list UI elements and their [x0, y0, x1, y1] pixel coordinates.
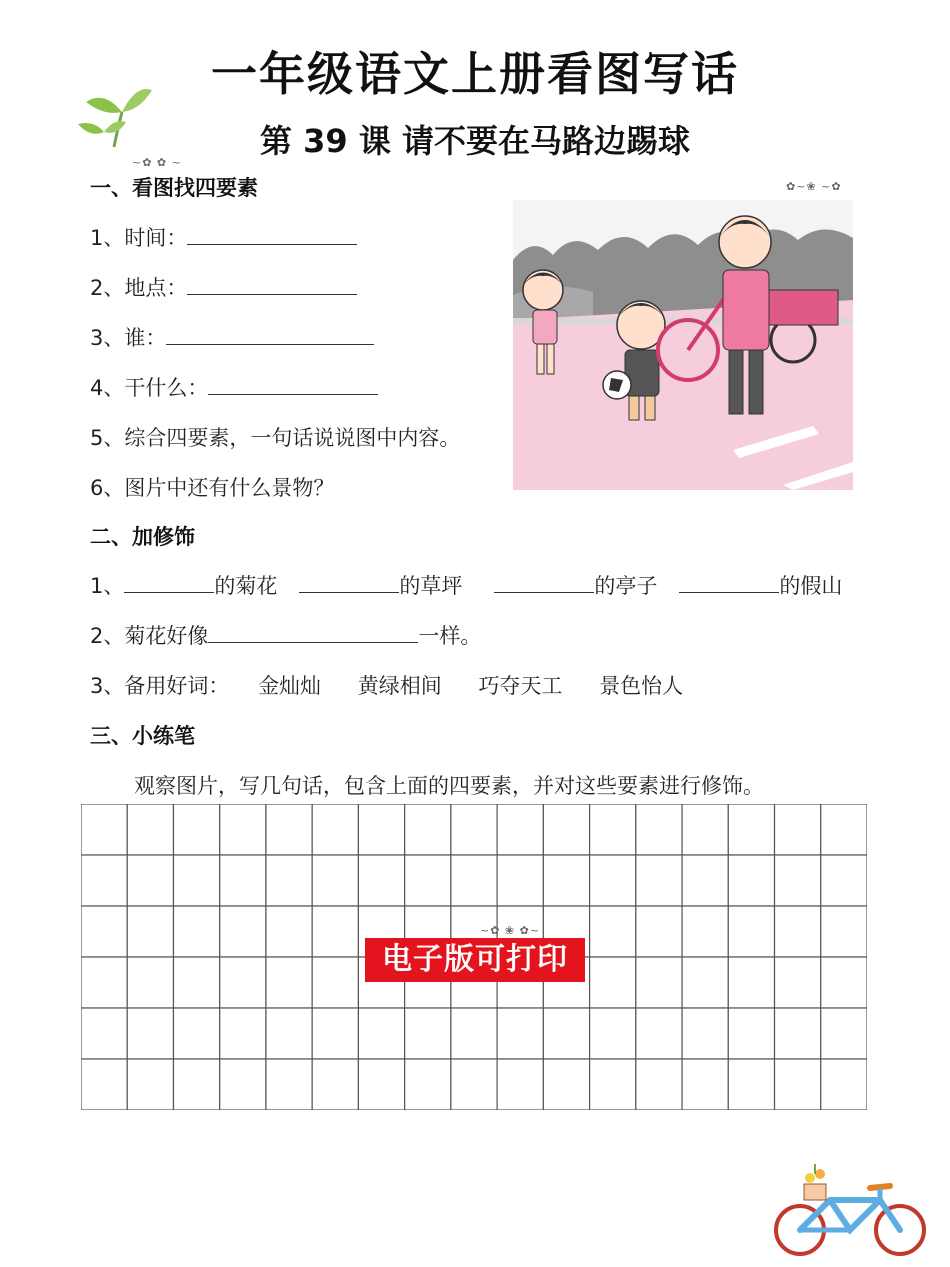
grid-cell[interactable] [821, 855, 867, 906]
grid-cell[interactable] [775, 1008, 821, 1059]
section-3-heading: 三、小练笔 [90, 724, 195, 748]
grid-cell[interactable] [821, 804, 867, 855]
answer-blank[interactable] [187, 275, 357, 295]
grid-cell[interactable] [266, 804, 312, 855]
grid-cell[interactable] [590, 1059, 636, 1110]
grid-cell[interactable] [173, 1059, 219, 1110]
grid-cell[interactable] [775, 957, 821, 1008]
grid-cell[interactable] [497, 1059, 543, 1110]
grid-cell[interactable] [728, 906, 774, 957]
word-bank-item: 巧夺天工 [478, 674, 563, 698]
grid-cell[interactable] [590, 957, 636, 1008]
line-suffix: 一样。 [418, 624, 482, 648]
grid-cell[interactable] [682, 957, 728, 1008]
grid-cell[interactable] [497, 855, 543, 906]
grid-cell[interactable] [127, 804, 173, 855]
doodle-decoration: ✿~❀ ~✿ [786, 180, 842, 193]
answer-blank[interactable] [494, 573, 594, 593]
grid-cell[interactable] [127, 1059, 173, 1110]
grid-cell[interactable] [312, 1059, 358, 1110]
grid-cell[interactable] [451, 1008, 497, 1059]
grid-cell[interactable] [81, 804, 127, 855]
grid-cell[interactable] [266, 855, 312, 906]
grid-cell[interactable] [81, 855, 127, 906]
grid-cell[interactable] [728, 1059, 774, 1110]
grid-cell[interactable] [81, 957, 127, 1008]
grid-cell[interactable] [775, 906, 821, 957]
grid-cell[interactable] [451, 855, 497, 906]
question-time [90, 222, 357, 252]
grid-cell[interactable] [451, 804, 497, 855]
grid-cell[interactable] [405, 1008, 451, 1059]
grid-cell[interactable] [312, 1008, 358, 1059]
section-1-heading: 一、看图找四要素 [90, 176, 258, 200]
answer-blank[interactable] [299, 573, 399, 593]
grid-cell[interactable] [358, 1008, 404, 1059]
grid-cell[interactable] [821, 1008, 867, 1059]
lesson-subtitle: 第 39 课 请不要在马路边踢球 [260, 122, 690, 160]
grid-cell[interactable] [682, 804, 728, 855]
grid-cell[interactable] [543, 1008, 589, 1059]
worksheet-title: 一年级语文上册看图写话 [211, 47, 739, 101]
grid-cell[interactable] [127, 855, 173, 906]
word-bank-item: 黄绿相间 [357, 674, 442, 698]
grid-cell[interactable] [636, 1059, 682, 1110]
question-who [90, 322, 374, 352]
grid-cell[interactable] [81, 1008, 127, 1059]
grid-cell[interactable] [590, 1008, 636, 1059]
grid-cell[interactable] [81, 906, 127, 957]
grid-cell[interactable] [173, 1008, 219, 1059]
grid-cell[interactable] [127, 906, 173, 957]
answer-blank[interactable] [208, 375, 378, 395]
doodle-decoration: ~✿ ✿ ~ [132, 156, 182, 169]
grid-cell[interactable] [821, 957, 867, 1008]
bicycle-icon [770, 1160, 930, 1260]
grid-cell[interactable] [682, 906, 728, 957]
section-2-heading: 二、加修饰 [90, 525, 195, 549]
phrase-pavilion: 的亭子 [594, 574, 658, 598]
answer-blank[interactable] [187, 225, 357, 245]
grid-cell[interactable] [728, 957, 774, 1008]
grid-cell[interactable] [220, 804, 266, 855]
grid-cell[interactable] [636, 957, 682, 1008]
grid-cell[interactable] [497, 804, 543, 855]
grid-cell[interactable] [312, 957, 358, 1008]
phrase-chrysanthemum: 的菊花 [214, 574, 278, 598]
grid-cell[interactable] [405, 855, 451, 906]
grid-cell[interactable] [173, 906, 219, 957]
grid-cell[interactable] [220, 1008, 266, 1059]
grid-cell[interactable] [405, 804, 451, 855]
phrase-rockery: 的假山 [779, 574, 843, 598]
doodle-decoration: ~✿ ❀ ✿~ [480, 924, 541, 937]
writing-instruction: 观察图片，写几句话，包含上面的四要素，并对这些要素进行修饰。 [134, 774, 764, 798]
line-prefix: 2、菊花好像 [90, 624, 209, 648]
grid-cell[interactable] [173, 957, 219, 1008]
grid-cell[interactable] [81, 1059, 127, 1110]
grid-cell[interactable] [636, 906, 682, 957]
phrase-lawn: 的草坪 [399, 574, 463, 598]
grid-cell[interactable] [312, 855, 358, 906]
modifier-line-1 [90, 570, 842, 600]
grid-cell[interactable] [775, 1059, 821, 1110]
grid-cell[interactable] [543, 1059, 589, 1110]
grid-cell[interactable] [728, 1008, 774, 1059]
grid-cell[interactable] [220, 855, 266, 906]
grid-cell[interactable] [220, 906, 266, 957]
grid-cell[interactable] [266, 1059, 312, 1110]
grid-cell[interactable] [266, 957, 312, 1008]
answer-blank[interactable] [208, 623, 418, 643]
question-label: 1、时间： [90, 226, 188, 250]
grid-cell[interactable] [590, 804, 636, 855]
word-bank-label: 3、备用好词： [90, 674, 230, 698]
word-bank [90, 670, 683, 700]
grid-cell[interactable] [728, 855, 774, 906]
question-label: 2、地点： [90, 276, 188, 300]
grid-cell[interactable] [173, 855, 219, 906]
grid-cell[interactable] [636, 1008, 682, 1059]
line-prefix: 1、 [90, 574, 125, 598]
modifier-line-2 [90, 620, 481, 650]
grid-cell[interactable] [682, 1008, 728, 1059]
grid-cell[interactable] [543, 804, 589, 855]
grid-cell[interactable] [358, 804, 404, 855]
grid-cell[interactable] [590, 906, 636, 957]
question-label: 4、干什么： [90, 376, 209, 400]
grid-cell[interactable] [266, 1008, 312, 1059]
grid-cell[interactable] [266, 906, 312, 957]
grid-cell[interactable] [821, 1059, 867, 1110]
answer-blank[interactable] [679, 573, 779, 593]
grid-cell[interactable] [358, 1059, 404, 1110]
grid-cell[interactable] [451, 1059, 497, 1110]
grid-cell[interactable] [636, 804, 682, 855]
grid-cell[interactable] [358, 855, 404, 906]
grid-cell[interactable] [636, 855, 682, 906]
grid-cell[interactable] [127, 1008, 173, 1059]
grid-cell[interactable] [682, 855, 728, 906]
grid-cell[interactable] [312, 906, 358, 957]
word-bank-item: 景色怡人 [599, 674, 684, 698]
word-bank-item: 金灿灿 [258, 674, 322, 698]
grid-cell[interactable] [497, 1008, 543, 1059]
question-place [90, 272, 357, 302]
grid-cell[interactable] [220, 1059, 266, 1110]
question-label: 3、谁： [90, 326, 167, 350]
question-summary: 5、综合四要素，一句话说说图中内容。 [90, 426, 461, 450]
printable-stamp: 电子版可打印 [365, 938, 585, 982]
grid-cell[interactable] [543, 855, 589, 906]
grid-cell[interactable] [775, 855, 821, 906]
grid-cell[interactable] [220, 957, 266, 1008]
grid-cell[interactable] [590, 855, 636, 906]
grid-cell[interactable] [405, 1059, 451, 1110]
question-doing [90, 372, 378, 402]
grid-cell[interactable] [127, 957, 173, 1008]
question-scenery: 6、图片中还有什么景物？ [90, 476, 335, 500]
grid-cell[interactable] [682, 1059, 728, 1110]
answer-blank[interactable] [124, 573, 214, 593]
grid-cell[interactable] [728, 804, 774, 855]
answer-blank[interactable] [166, 325, 374, 345]
grid-cell[interactable] [312, 804, 358, 855]
illustration [513, 200, 853, 490]
grid-cell[interactable] [821, 906, 867, 957]
grid-cell[interactable] [775, 804, 821, 855]
grid-cell[interactable] [173, 804, 219, 855]
